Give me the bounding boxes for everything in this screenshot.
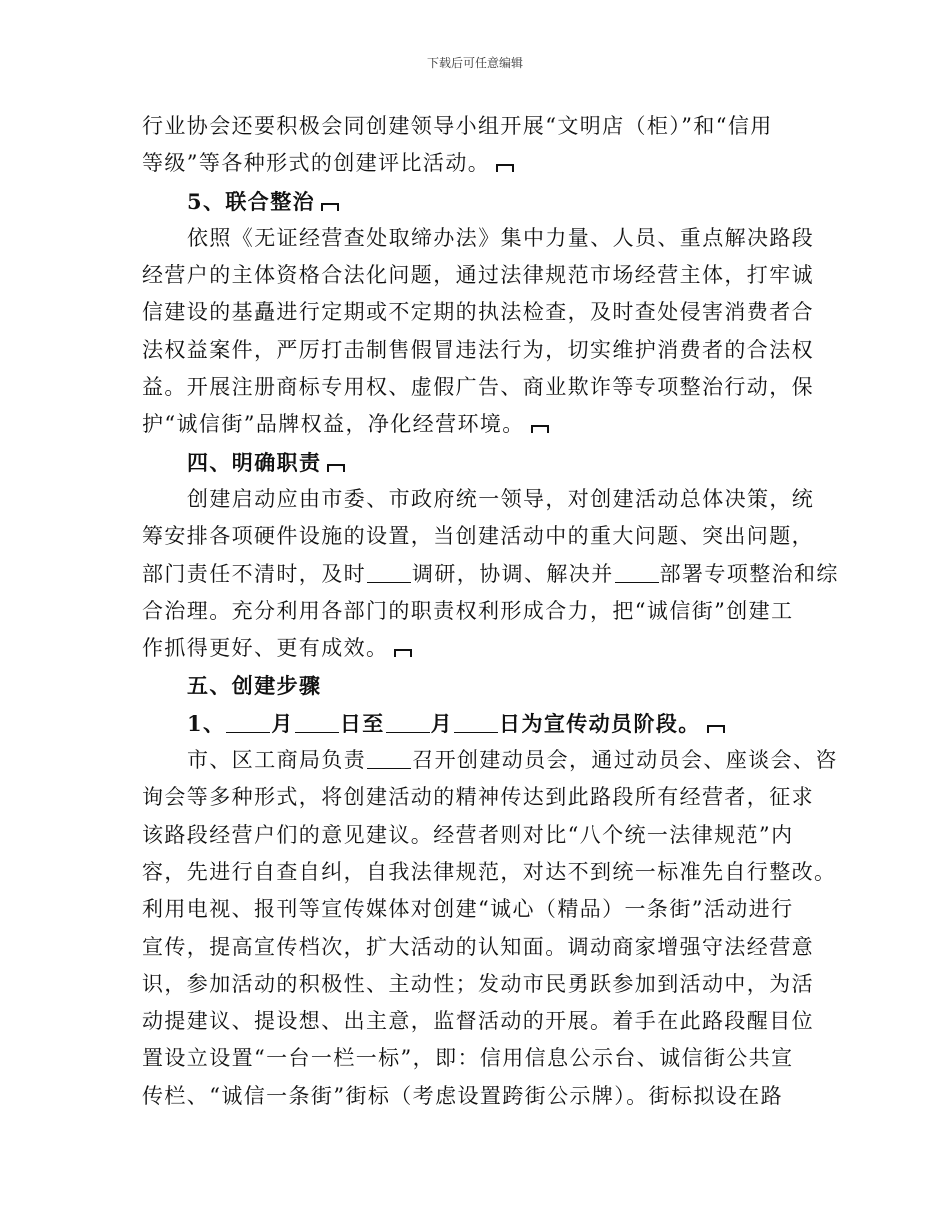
text-segment: 1、: [187, 710, 226, 736]
text-line: [142, 817, 814, 854]
paragraph-mark-icon: [496, 164, 514, 172]
text-segment: 识，参加活动的积极性、主动性；发动市民勇跃参加到活动中，为活: [142, 971, 814, 996]
text-segment: 市、区工商局负责: [187, 748, 367, 773]
text-line: [142, 220, 814, 257]
paragraph-mark-icon: [531, 425, 549, 433]
fill-in-blank: [615, 581, 659, 583]
text-segment: 依照《无证经营查处取缔办法》集中力量、人员、重点解决路段: [187, 225, 815, 250]
paragraph-mark-icon: [327, 464, 345, 472]
text-segment: 调研，协调、解决并: [412, 561, 614, 586]
paragraph-mark-icon: [707, 725, 725, 733]
text-segment: 利用电视、报刊等宣传媒体对创建“诚心（精品）一条街”活动进行: [142, 897, 794, 922]
text-line: [142, 556, 839, 593]
text-segment: 四、明确职责: [187, 449, 322, 475]
text-segment: 益。开展注册商标专用权、虚假广告、商业欺诈等专项整治行动，保: [142, 375, 814, 400]
text-line: [142, 1040, 814, 1077]
text-line: [142, 966, 814, 1003]
text-line: [142, 481, 814, 518]
text-line: [142, 1078, 814, 1115]
text-segment: 筹安排各项硬件设施的设置，当创建活动中的重大问题、突出问题，: [142, 524, 814, 549]
text-line: [142, 854, 837, 891]
text-segment: 部署专项整治和综: [659, 561, 839, 586]
text-line: [142, 406, 814, 443]
text-segment: 询会等多种形式，将创建活动的精神传达到此路段所有经营者，征求: [142, 785, 814, 810]
text-segment: 动提建议、提设想、出主意，监督活动的开展。着手在此路段醒目位: [142, 1009, 814, 1034]
paragraph-mark-icon: [321, 203, 339, 211]
text-line: [142, 332, 814, 369]
text-line: [142, 742, 838, 779]
text-line: [142, 444, 814, 481]
text-line: [142, 630, 814, 667]
text-segment: 5、联合整治: [187, 188, 316, 214]
text-line: [142, 183, 814, 220]
text-segment: 召开创建动员会，通过动员会、座谈会、咨: [412, 748, 838, 773]
text-line: [142, 1003, 814, 1040]
fill-in-blank: [226, 731, 270, 733]
fill-in-blank: [454, 731, 498, 733]
text-line: [142, 891, 814, 928]
text-line: [142, 294, 814, 331]
text-segment: 该路段经营户们的意见建议。经营者则对比“八个统一法律规范”内: [142, 822, 794, 847]
text-line: [142, 593, 814, 630]
text-segment: 作抓得更好、更有成效。: [142, 636, 389, 661]
text-line: [142, 929, 814, 966]
text-segment: 月: [430, 710, 454, 736]
text-segment: 创建启动应由市委、市政府统一领导，对创建活动总体决策，统: [187, 486, 815, 511]
text-segment: 部门责任不清时，及时: [142, 561, 366, 586]
text-segment: 置设立设置“一台一栏一标”，即：信用信息公示台、诚信街公共宣: [142, 1046, 794, 1071]
text-segment: 日至: [339, 710, 385, 736]
document-body: [142, 108, 839, 1115]
page-header: 下载后可任意编辑: [426, 56, 523, 70]
text-segment: 月: [271, 710, 294, 736]
text-line: [142, 667, 814, 704]
text-line: [142, 779, 814, 816]
text-segment: 五、创建步骤: [187, 673, 322, 699]
fill-in-blank: [367, 767, 411, 769]
text-segment: 法权益案件，严厉打击制售假冒违法行为，切实维护消费者的合法权: [142, 337, 814, 362]
text-line: [142, 369, 814, 406]
text-segment: 等级”等各种形式的创建评比活动。: [142, 151, 491, 176]
text-segment: 合治理。充分利用各部门的职责权利形成合力，把“诚信街”创建工: [142, 598, 794, 623]
paragraph-mark-icon: [394, 649, 412, 657]
text-line: [142, 108, 814, 145]
text-segment: 信建设的基矗进行定期或不定期的执法检查，及时查处侵害消费者合: [142, 300, 814, 325]
text-line: [142, 145, 814, 182]
fill-in-blank: [386, 731, 430, 733]
text-segment: 容，先进行自查自纠，自我法律规范，对达不到统一标准先自行整改。: [142, 859, 837, 884]
text-segment: 宣传，提高宣传档次，扩大活动的认知面。调动商家增强守法经营意: [142, 934, 814, 959]
text-segment: 日为宣传动员阶段。: [499, 710, 701, 736]
text-line: [142, 257, 814, 294]
text-segment: 经营户的主体资格合法化问题，通过法律规范市场经营主体，打牢诚: [142, 263, 814, 288]
text-line: [142, 518, 814, 555]
text-segment: 护“诚信街”品牌权益，净化经营环境。: [142, 412, 525, 437]
text-segment: 行业协会还要积极会同创建领导小组开展“文明店（柜）”和“信用: [142, 114, 773, 138]
fill-in-blank: [295, 731, 339, 733]
text-segment: 传栏、“诚信一条街”街标（考虑设置跨街公示牌）。街标拟设在路: [142, 1083, 783, 1108]
text-line: [142, 705, 814, 742]
fill-in-blank: [367, 581, 411, 583]
